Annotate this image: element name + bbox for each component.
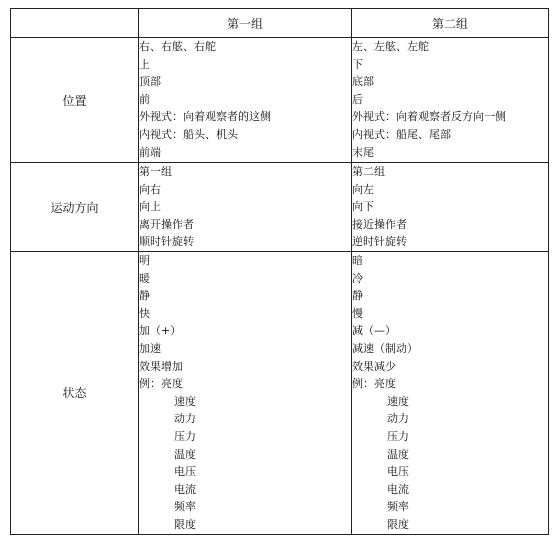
position-group1-item: 右、右舷、右舵 bbox=[139, 40, 216, 53]
state-group2-item: 例：亮度 bbox=[352, 377, 396, 391]
state-group1-item: 加（+） bbox=[139, 324, 182, 338]
position-group1-cell bbox=[139, 38, 352, 163]
state-group2-cell bbox=[352, 252, 549, 535]
state-group2-item: 减速（制动） bbox=[352, 341, 418, 355]
header-blank-cell bbox=[11, 9, 139, 38]
direction-group2-cell bbox=[352, 163, 549, 252]
state-group2-item: 动力 bbox=[387, 412, 409, 426]
direction-group1-item: 离开操作者 bbox=[139, 217, 194, 231]
position-group2-item: 后 bbox=[352, 92, 363, 106]
position-group1-item: 顶部 bbox=[139, 75, 161, 89]
state-group2-item: 效果减少 bbox=[352, 359, 396, 373]
direction-group2-item: 第二组 bbox=[352, 165, 385, 178]
state-group1-item: 明 bbox=[139, 254, 150, 267]
position-group2-item: 下 bbox=[352, 57, 363, 71]
direction-group1-item: 向上 bbox=[139, 200, 161, 214]
state-group1-item: 效果增加 bbox=[139, 359, 183, 373]
state-group1-item: 压力 bbox=[174, 429, 196, 443]
position-group2-item: 底部 bbox=[352, 75, 374, 89]
state-group1-item: 暖 bbox=[139, 271, 150, 285]
direction-group1-item: 第一组 bbox=[139, 165, 172, 178]
position-group1-item: 外视式：向着观察者的这侧 bbox=[139, 110, 271, 124]
position-group2-item: 末尾 bbox=[352, 145, 374, 159]
state-group2-item: 静 bbox=[352, 289, 363, 303]
row-state bbox=[11, 252, 549, 535]
state-group2-item: 暗 bbox=[352, 254, 363, 267]
position-group1-item: 前端 bbox=[139, 145, 161, 159]
state-group2-item: 温度 bbox=[387, 447, 409, 461]
direction-group2-item: 逆时针旋转 bbox=[352, 235, 407, 249]
state-group1-cell bbox=[139, 252, 352, 535]
state-group2-item: 频率 bbox=[387, 500, 409, 514]
direction-group2-item: 向下 bbox=[352, 200, 374, 214]
header-group1: 第一组 bbox=[139, 9, 352, 38]
position-group2-item: 内视式：船尾、尾部 bbox=[352, 127, 451, 141]
position-group1-item: 内视式：船头、机头 bbox=[139, 127, 238, 141]
state-group2-item: 冷 bbox=[352, 271, 363, 285]
category-position: 位置 bbox=[11, 38, 139, 163]
direction-group2-item: 向左 bbox=[352, 182, 374, 196]
state-group1-item: 电流 bbox=[174, 482, 196, 496]
header-row bbox=[11, 9, 549, 38]
state-group1-item: 例：亮度 bbox=[139, 377, 183, 391]
position-group2-item: 左、左舷、左舵 bbox=[352, 40, 429, 53]
direction-group2-item: 接近操作者 bbox=[352, 217, 407, 231]
comparison-table bbox=[10, 8, 549, 535]
direction-group1-cell bbox=[139, 163, 352, 252]
direction-group1-item: 顺时针旋转 bbox=[139, 235, 194, 249]
state-group2-item: 压力 bbox=[387, 429, 409, 443]
direction-group1-item: 向右 bbox=[139, 182, 161, 196]
state-group1-item: 静 bbox=[139, 289, 150, 303]
state-group2-item: 电流 bbox=[387, 482, 409, 496]
category-state: 状态 bbox=[11, 252, 139, 535]
state-group1-item: 电压 bbox=[174, 465, 196, 479]
header-group2: 第二组 bbox=[352, 9, 549, 38]
state-group1-item: 动力 bbox=[174, 412, 196, 426]
position-group1-item: 前 bbox=[139, 92, 150, 106]
state-group2-item: 减（—） bbox=[352, 324, 396, 338]
state-group1-item: 频率 bbox=[174, 500, 196, 514]
position-group1-item: 上 bbox=[139, 57, 150, 71]
state-group1-item: 速度 bbox=[174, 394, 196, 408]
position-group2-item: 外视式：向着观察者反方向一侧 bbox=[352, 110, 506, 124]
state-group2-item: 速度 bbox=[387, 394, 409, 408]
row-position bbox=[11, 38, 549, 163]
state-group1-item: 温度 bbox=[174, 447, 196, 461]
state-group1-item: 快 bbox=[139, 306, 150, 320]
state-group1-item: 限度 bbox=[174, 517, 196, 531]
state-group2-item: 电压 bbox=[387, 465, 409, 479]
category-direction: 运动方向 bbox=[11, 163, 139, 252]
state-group1-item: 加速 bbox=[139, 341, 161, 355]
state-group2-item: 慢 bbox=[352, 306, 363, 320]
row-direction bbox=[11, 163, 549, 252]
state-group2-item: 限度 bbox=[387, 517, 409, 531]
position-group2-cell bbox=[352, 38, 549, 163]
